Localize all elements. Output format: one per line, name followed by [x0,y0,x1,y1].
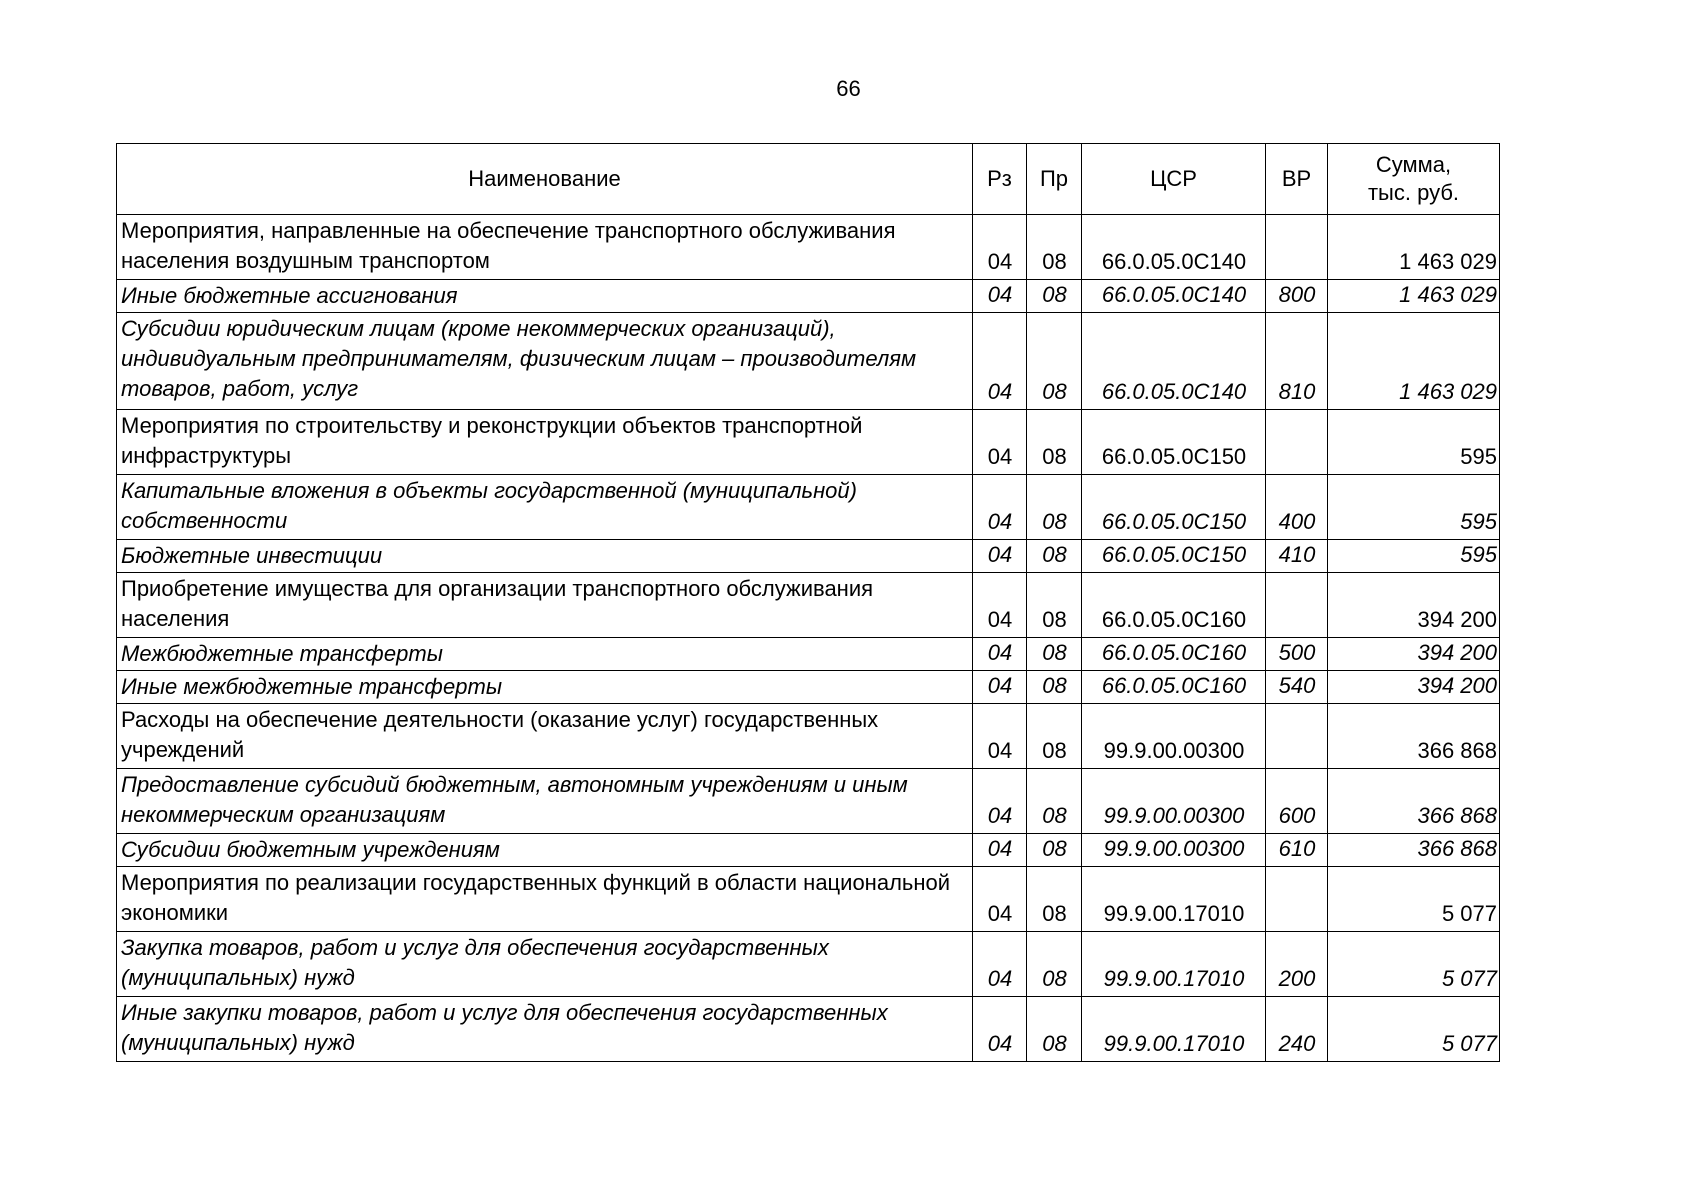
row-name: Закупка товаров, работ и услуг для обеспечения государственных (муниципальных) нужд [117,932,973,997]
row-rz: 04 [973,475,1027,540]
row-name: Расходы на обеспечение деятельности (оказание услуг) государственных учреждений [117,704,973,769]
row-csr: 66.0.05.0С140 [1082,215,1266,280]
row-csr: 99.9.00.17010 [1082,997,1266,1062]
row-name: Мероприятия, направленные на обеспечение транспортного обслуживания населения воздушным транспортом [117,215,973,280]
row-sum: 5 077 [1328,867,1500,932]
row-name: Иные закупки товаров, работ и услуг для обеспечения государственных (муниципальных) нужд [117,997,973,1062]
budget-table [116,143,1500,1062]
row-vr: 800 [1266,280,1328,313]
row-vr [1266,704,1328,769]
row-pr: 08 [1027,638,1082,671]
row-rz: 04 [973,573,1027,638]
row-csr: 99.9.00.17010 [1082,867,1266,932]
row-name: Бюджетные инвестиции [117,540,973,573]
row-name: Субсидии бюджетным учреждениям [117,834,973,867]
row-sum: 394 200 [1328,573,1500,638]
row-sum: 394 200 [1328,671,1500,704]
table-row [117,997,1500,1062]
row-csr: 66.0.05.0С150 [1082,540,1266,573]
row-sum: 595 [1328,475,1500,540]
row-sum: 366 868 [1328,834,1500,867]
row-sum: 5 077 [1328,997,1500,1062]
row-csr: 66.0.05.0С140 [1082,280,1266,313]
row-pr: 08 [1027,410,1082,475]
row-vr [1266,410,1328,475]
header-sum-line2: тыс. руб. [1367,180,1460,205]
table-row [117,573,1500,638]
row-vr: 400 [1266,475,1328,540]
table-row [117,704,1500,769]
header-csr: ЦСР [1082,144,1266,215]
table-row [117,475,1500,540]
row-vr [1266,215,1328,280]
header-vr: ВР [1266,144,1328,215]
row-name: Мероприятия по строительству и реконструкции объектов транспортной инфраструктуры [117,410,973,475]
row-sum: 5 077 [1328,932,1500,997]
row-pr: 08 [1027,313,1082,410]
table-row [117,215,1500,280]
row-rz: 04 [973,313,1027,410]
row-vr: 240 [1266,997,1328,1062]
row-sum: 366 868 [1328,769,1500,834]
table-row [117,410,1500,475]
row-pr: 08 [1027,932,1082,997]
header-rz: Рз [973,144,1027,215]
table-row [117,834,1500,867]
row-sum: 366 868 [1328,704,1500,769]
row-name: Иные бюджетные ассигнования [117,280,973,313]
row-pr: 08 [1027,573,1082,638]
row-rz: 04 [973,834,1027,867]
row-sum: 1 463 029 [1328,215,1500,280]
row-sum: 394 200 [1328,638,1500,671]
row-vr: 600 [1266,769,1328,834]
row-name: Капитальные вложения в объекты государственной (муниципальной) собственности [117,475,973,540]
table-row [117,769,1500,834]
row-name: Субсидии юридическим лицам (кроме некоммерческих организаций), индивидуальным предпринимателям, физическим лицам – производителям товаров, работ, услуг [117,313,973,410]
row-pr: 08 [1027,704,1082,769]
row-name: Предоставление субсидий бюджетным, автономным учреждениям и иным некоммерческим организациям [117,769,973,834]
row-name: Иные межбюджетные трансферты [117,671,973,704]
header-name: Наименование [117,144,973,215]
row-rz: 04 [973,410,1027,475]
row-vr: 200 [1266,932,1328,997]
row-name: Межбюджетные трансферты [117,638,973,671]
table-row [117,867,1500,932]
row-rz: 04 [973,540,1027,573]
row-name: Приобретение имущества для организации транспортного обслуживания населения [117,573,973,638]
header-sum [1328,144,1500,215]
row-pr: 08 [1027,769,1082,834]
row-rz: 04 [973,769,1027,834]
row-rz: 04 [973,704,1027,769]
row-vr: 540 [1266,671,1328,704]
header-sum-line1: Сумма, [1375,152,1452,177]
row-sum: 595 [1328,540,1500,573]
row-pr: 08 [1027,475,1082,540]
table-row [117,280,1500,313]
row-pr: 08 [1027,540,1082,573]
table-row [117,313,1500,410]
row-sum: 595 [1328,410,1500,475]
row-pr: 08 [1027,215,1082,280]
row-rz: 04 [973,867,1027,932]
row-csr: 66.0.05.0С160 [1082,671,1266,704]
row-rz: 04 [973,280,1027,313]
row-sum: 1 463 029 [1328,280,1500,313]
table-row [117,540,1500,573]
row-pr: 08 [1027,671,1082,704]
row-rz: 04 [973,638,1027,671]
row-sum: 1 463 029 [1328,313,1500,410]
row-vr: 810 [1266,313,1328,410]
row-vr: 610 [1266,834,1328,867]
row-csr: 99.9.00.00300 [1082,834,1266,867]
row-rz: 04 [973,215,1027,280]
table-row [117,932,1500,997]
row-csr: 99.9.00.00300 [1082,769,1266,834]
row-csr: 66.0.05.0С150 [1082,475,1266,540]
row-csr: 66.0.05.0С140 [1082,313,1266,410]
row-rz: 04 [973,932,1027,997]
row-vr: 500 [1266,638,1328,671]
page-number: 66 [836,76,861,101]
header-pr: Пр [1027,144,1082,215]
row-name: Мероприятия по реализации государственных функций в области национальной экономики [117,867,973,932]
table-row [117,638,1500,671]
row-rz: 04 [973,671,1027,704]
table-header-row [117,144,1500,215]
row-pr: 08 [1027,867,1082,932]
row-vr [1266,867,1328,932]
row-csr: 99.9.00.00300 [1082,704,1266,769]
row-pr: 08 [1027,997,1082,1062]
row-csr: 66.0.05.0С160 [1082,638,1266,671]
row-csr: 66.0.05.0С160 [1082,573,1266,638]
row-csr: 99.9.00.17010 [1082,932,1266,997]
row-csr: 66.0.05.0С150 [1082,410,1266,475]
row-rz: 04 [973,997,1027,1062]
row-vr [1266,573,1328,638]
row-pr: 08 [1027,834,1082,867]
row-pr: 08 [1027,280,1082,313]
row-vr: 410 [1266,540,1328,573]
table-row [117,671,1500,704]
